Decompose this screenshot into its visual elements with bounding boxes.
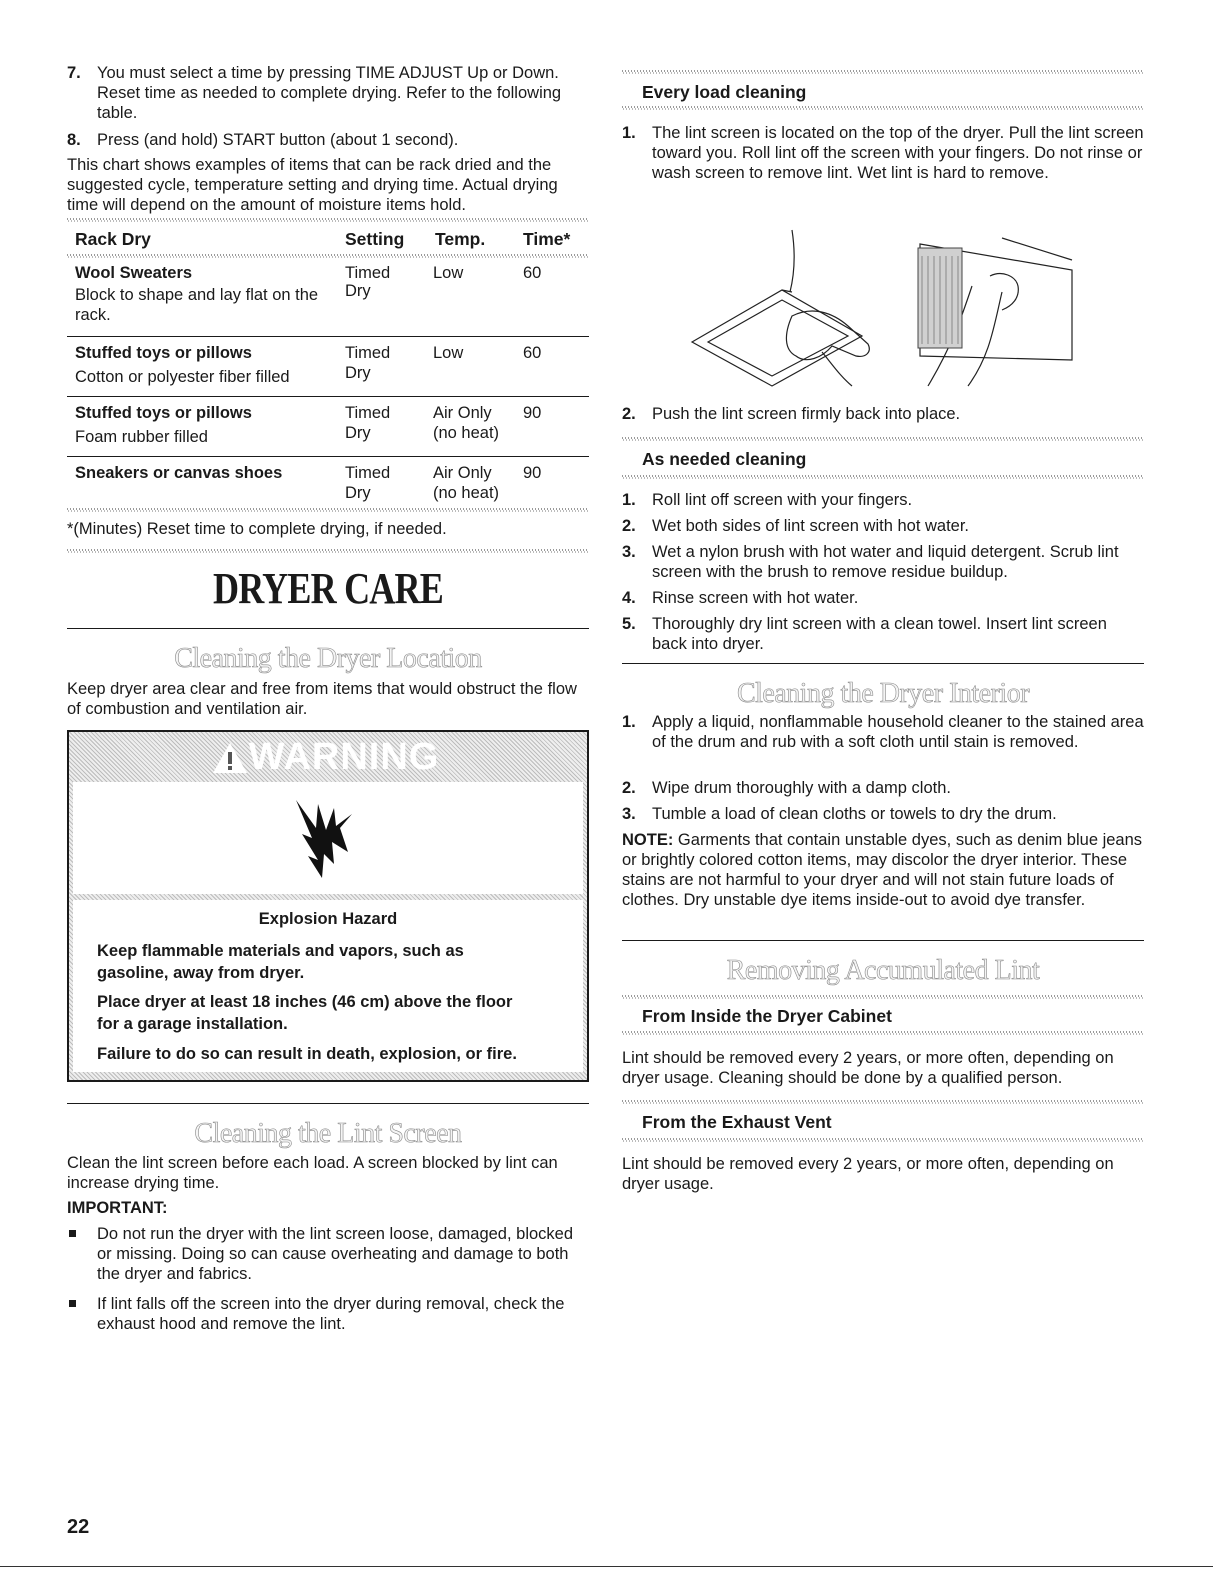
subsection-border bbox=[622, 1138, 1144, 1142]
note-paragraph bbox=[622, 830, 1144, 910]
table-footnote: *(Minutes) Reset time to complete drying, if needed. bbox=[67, 520, 447, 538]
step-1 bbox=[622, 490, 1144, 510]
subsection-border bbox=[622, 995, 1144, 999]
header-time: Time* bbox=[523, 229, 571, 249]
step-4 bbox=[622, 588, 1144, 608]
cabinet-text: Lint should be removed every 2 years, or more often, depending on dryer usage. Cleaning should be done by a qualified person. bbox=[622, 1049, 1114, 1087]
row-divider bbox=[67, 456, 589, 457]
row-setting: Timed bbox=[345, 404, 391, 422]
step-number: 4. bbox=[622, 589, 636, 607]
row-note: Cotton or polyester fiber filled bbox=[75, 368, 290, 386]
page-number: 22 bbox=[67, 1516, 90, 1538]
row-temp-2: (no heat) bbox=[433, 424, 500, 442]
lint-screen-heading bbox=[67, 1118, 589, 1150]
warning-header bbox=[67, 730, 589, 782]
vent-heading: From the Exhaust Vent bbox=[642, 1112, 832, 1132]
cabinet-heading: From Inside the Dryer Cabinet bbox=[642, 1006, 892, 1026]
accumulated-lint-heading bbox=[622, 955, 1144, 987]
step-3 bbox=[622, 804, 1144, 824]
warning-line: Keep flammable materials and vapors, such as bbox=[97, 942, 464, 960]
page-bottom-edge bbox=[0, 1566, 1213, 1567]
bullet-square-icon bbox=[69, 1230, 76, 1237]
step-number: 2. bbox=[622, 405, 636, 423]
row-time: 60 bbox=[523, 264, 542, 282]
subsection-border bbox=[622, 106, 1144, 110]
step-number: 8. bbox=[67, 131, 81, 149]
interior-heading-text: Cleaning the Dryer Interior bbox=[736, 678, 1030, 709]
step-text: Wet both sides of lint screen with hot water. bbox=[652, 517, 970, 535]
step-number: 2. bbox=[622, 517, 636, 535]
step-number: 2. bbox=[622, 779, 636, 797]
step-text: Roll lint off screen with your fingers. bbox=[652, 491, 913, 509]
row-temp: Air Only bbox=[433, 464, 492, 482]
step-text: Tumble a load of clean cloths or towels to dry the drum. bbox=[652, 805, 1057, 823]
every-load-heading: Every load cleaning bbox=[642, 82, 807, 102]
bullet-item bbox=[67, 1294, 589, 1334]
section-rule bbox=[67, 1103, 589, 1104]
row-divider bbox=[67, 396, 589, 397]
row-setting-2: Dry bbox=[345, 484, 371, 502]
step-number: 3. bbox=[622, 543, 636, 561]
row-temp-2: (no heat) bbox=[433, 484, 500, 502]
step-text: Push the lint screen firmly back into place. bbox=[652, 405, 961, 423]
section-rule bbox=[622, 663, 1144, 664]
step-number: 1. bbox=[622, 491, 636, 509]
row-time: 60 bbox=[523, 344, 542, 362]
step-text: Wipe drum thoroughly with a damp cloth. bbox=[652, 779, 951, 797]
step-2 bbox=[622, 404, 1144, 424]
note-text: Garments that contain unstable dyes, such as denim blue jeans or brightly colored cotton items, may discolor the dryer interior. These stains are not harmful to your dryer and will not stain future loads of clothes. Dry unstable dye items inside-out to avoid dye transfer. bbox=[622, 831, 1143, 909]
step-text: The lint screen is located on the top of the dryer. Pull the lint screen toward you. Roll lint off the screen with your fingers. Do not rinse or wash screen to remove lint. Wet lint is hard to remove. bbox=[652, 124, 1144, 182]
note-label: NOTE: bbox=[622, 831, 674, 849]
row-item: Stuffed toys or pillows bbox=[75, 344, 252, 362]
row-setting: Timed bbox=[345, 464, 391, 482]
bullet-item bbox=[67, 1224, 589, 1284]
warning-line: gasoline, away from dryer. bbox=[97, 964, 305, 982]
dryer-care-title: DRYER CARE bbox=[212, 564, 444, 613]
row-time: 90 bbox=[523, 464, 542, 482]
chart-intro: This chart shows examples of items that can be rack dried and the suggested cycle, temperature setting and drying time. Actual drying time will depend on the amount of moisture items hold. bbox=[67, 156, 558, 214]
bullet-text: Do not run the dryer with the lint screen loose, damaged, blocked or missing. Doing so can cause overheating and damage to both the dryer and fabrics. bbox=[97, 1225, 574, 1283]
step-number: 3. bbox=[622, 805, 636, 823]
subsection-border bbox=[622, 475, 1144, 479]
step-1 bbox=[622, 712, 1144, 752]
bullet-text: If lint falls off the screen into the dryer during removal, check the exhaust hood and remove the lint. bbox=[97, 1295, 565, 1333]
section-rule bbox=[67, 628, 589, 629]
warning-line: Place dryer at least 18 inches (46 cm) above the floor bbox=[97, 993, 513, 1011]
step-number: 1. bbox=[622, 124, 636, 142]
step-number: 5. bbox=[622, 615, 636, 633]
step-number: 7. bbox=[67, 64, 81, 82]
subsection-border bbox=[622, 1100, 1144, 1104]
bullet-square-icon bbox=[69, 1300, 76, 1307]
explosion-icon bbox=[288, 794, 358, 880]
row-item: Stuffed toys or pillows bbox=[75, 404, 252, 422]
row-time: 90 bbox=[523, 404, 542, 422]
row-setting: Timed bbox=[345, 344, 391, 362]
vent-text: Lint should be removed every 2 years, or more often, depending on dryer usage. bbox=[622, 1155, 1114, 1193]
section-rule bbox=[622, 940, 1144, 941]
as-needed-heading: As needed cleaning bbox=[642, 449, 807, 469]
lint-text: Clean the lint screen before each load. A screen blocked by lint can increase drying time. bbox=[67, 1154, 558, 1192]
row-item: Sneakers or canvas shoes bbox=[75, 464, 283, 482]
row-setting-2: Dry bbox=[345, 282, 371, 300]
step-5 bbox=[622, 614, 1144, 654]
row-temp: Air Only bbox=[433, 404, 492, 422]
step-2 bbox=[622, 778, 1144, 798]
step-8 bbox=[67, 130, 589, 150]
warning-hazard: Explosion Hazard bbox=[258, 910, 398, 928]
row-temp: Low bbox=[433, 344, 464, 362]
row-setting-2: Dry bbox=[345, 364, 371, 382]
warning-box bbox=[67, 730, 589, 1082]
step-text: Press (and hold) START button (about 1 second). bbox=[97, 131, 459, 149]
important-label: IMPORTANT: bbox=[67, 1199, 168, 1217]
step-text: You must select a time by pressing TIME ADJUST Up or Down. Reset time as needed to complete drying. Refer to the following table. bbox=[97, 64, 562, 122]
location-text: Keep dryer area clear and free from items that would obstruct the flow of combustion and ventilation air. bbox=[67, 680, 577, 718]
location-heading bbox=[67, 643, 589, 675]
warning-line: for a garage installation. bbox=[97, 1015, 288, 1033]
lint-screen-illustration bbox=[672, 226, 1082, 396]
row-divider bbox=[67, 336, 589, 337]
warning-title: WARNING bbox=[248, 736, 440, 778]
header-rack-dry: Rack Dry bbox=[75, 229, 151, 249]
step-text: Apply a liquid, nonflammable household cleaner to the stained area of the drum and rub with a soft cloth until stain is removed. bbox=[652, 713, 1144, 751]
step-text: Wet a nylon brush with hot water and liquid detergent. Scrub lint screen with the brush to remove residue buildup. bbox=[652, 543, 1119, 581]
step-1 bbox=[622, 123, 1144, 183]
row-note: Foam rubber filled bbox=[75, 428, 208, 446]
row-setting: Timed bbox=[345, 264, 391, 282]
step-7 bbox=[67, 63, 589, 123]
subsection-border bbox=[622, 1031, 1144, 1035]
warning-text-panel bbox=[73, 900, 583, 1072]
table-header-border bbox=[67, 254, 589, 258]
header-setting: Setting bbox=[345, 229, 405, 249]
accumulated-lint-heading-text: Removing Accumulated Lint bbox=[726, 955, 1040, 986]
subsection-border bbox=[622, 70, 1144, 74]
header-temp: Temp. bbox=[435, 229, 486, 249]
interior-heading bbox=[622, 678, 1144, 710]
step-2 bbox=[622, 516, 1144, 536]
step-number: 1. bbox=[622, 713, 636, 731]
row-temp: Low bbox=[433, 264, 464, 282]
row-setting-2: Dry bbox=[345, 424, 371, 442]
subsection-border bbox=[622, 437, 1144, 441]
table-bottom-border bbox=[67, 508, 589, 512]
table-top-border bbox=[67, 218, 589, 222]
row-note: Block to shape and lay flat on the rack. bbox=[75, 286, 319, 324]
footnote-border bbox=[67, 549, 589, 553]
step-text: Thoroughly dry lint screen with a clean towel. Insert lint screen back into dryer. bbox=[652, 615, 1107, 653]
row-item: Wool Sweaters bbox=[75, 264, 193, 282]
warning-line: Failure to do so can result in death, explosion, or fire. bbox=[97, 1045, 517, 1063]
warning-icon-panel bbox=[73, 782, 583, 894]
lint-screen-heading-text: Cleaning the Lint Screen bbox=[194, 1118, 462, 1149]
location-heading-text: Cleaning the Dryer Location bbox=[174, 643, 482, 674]
step-text: Rinse screen with hot water. bbox=[652, 589, 859, 607]
step-3 bbox=[622, 542, 1144, 582]
